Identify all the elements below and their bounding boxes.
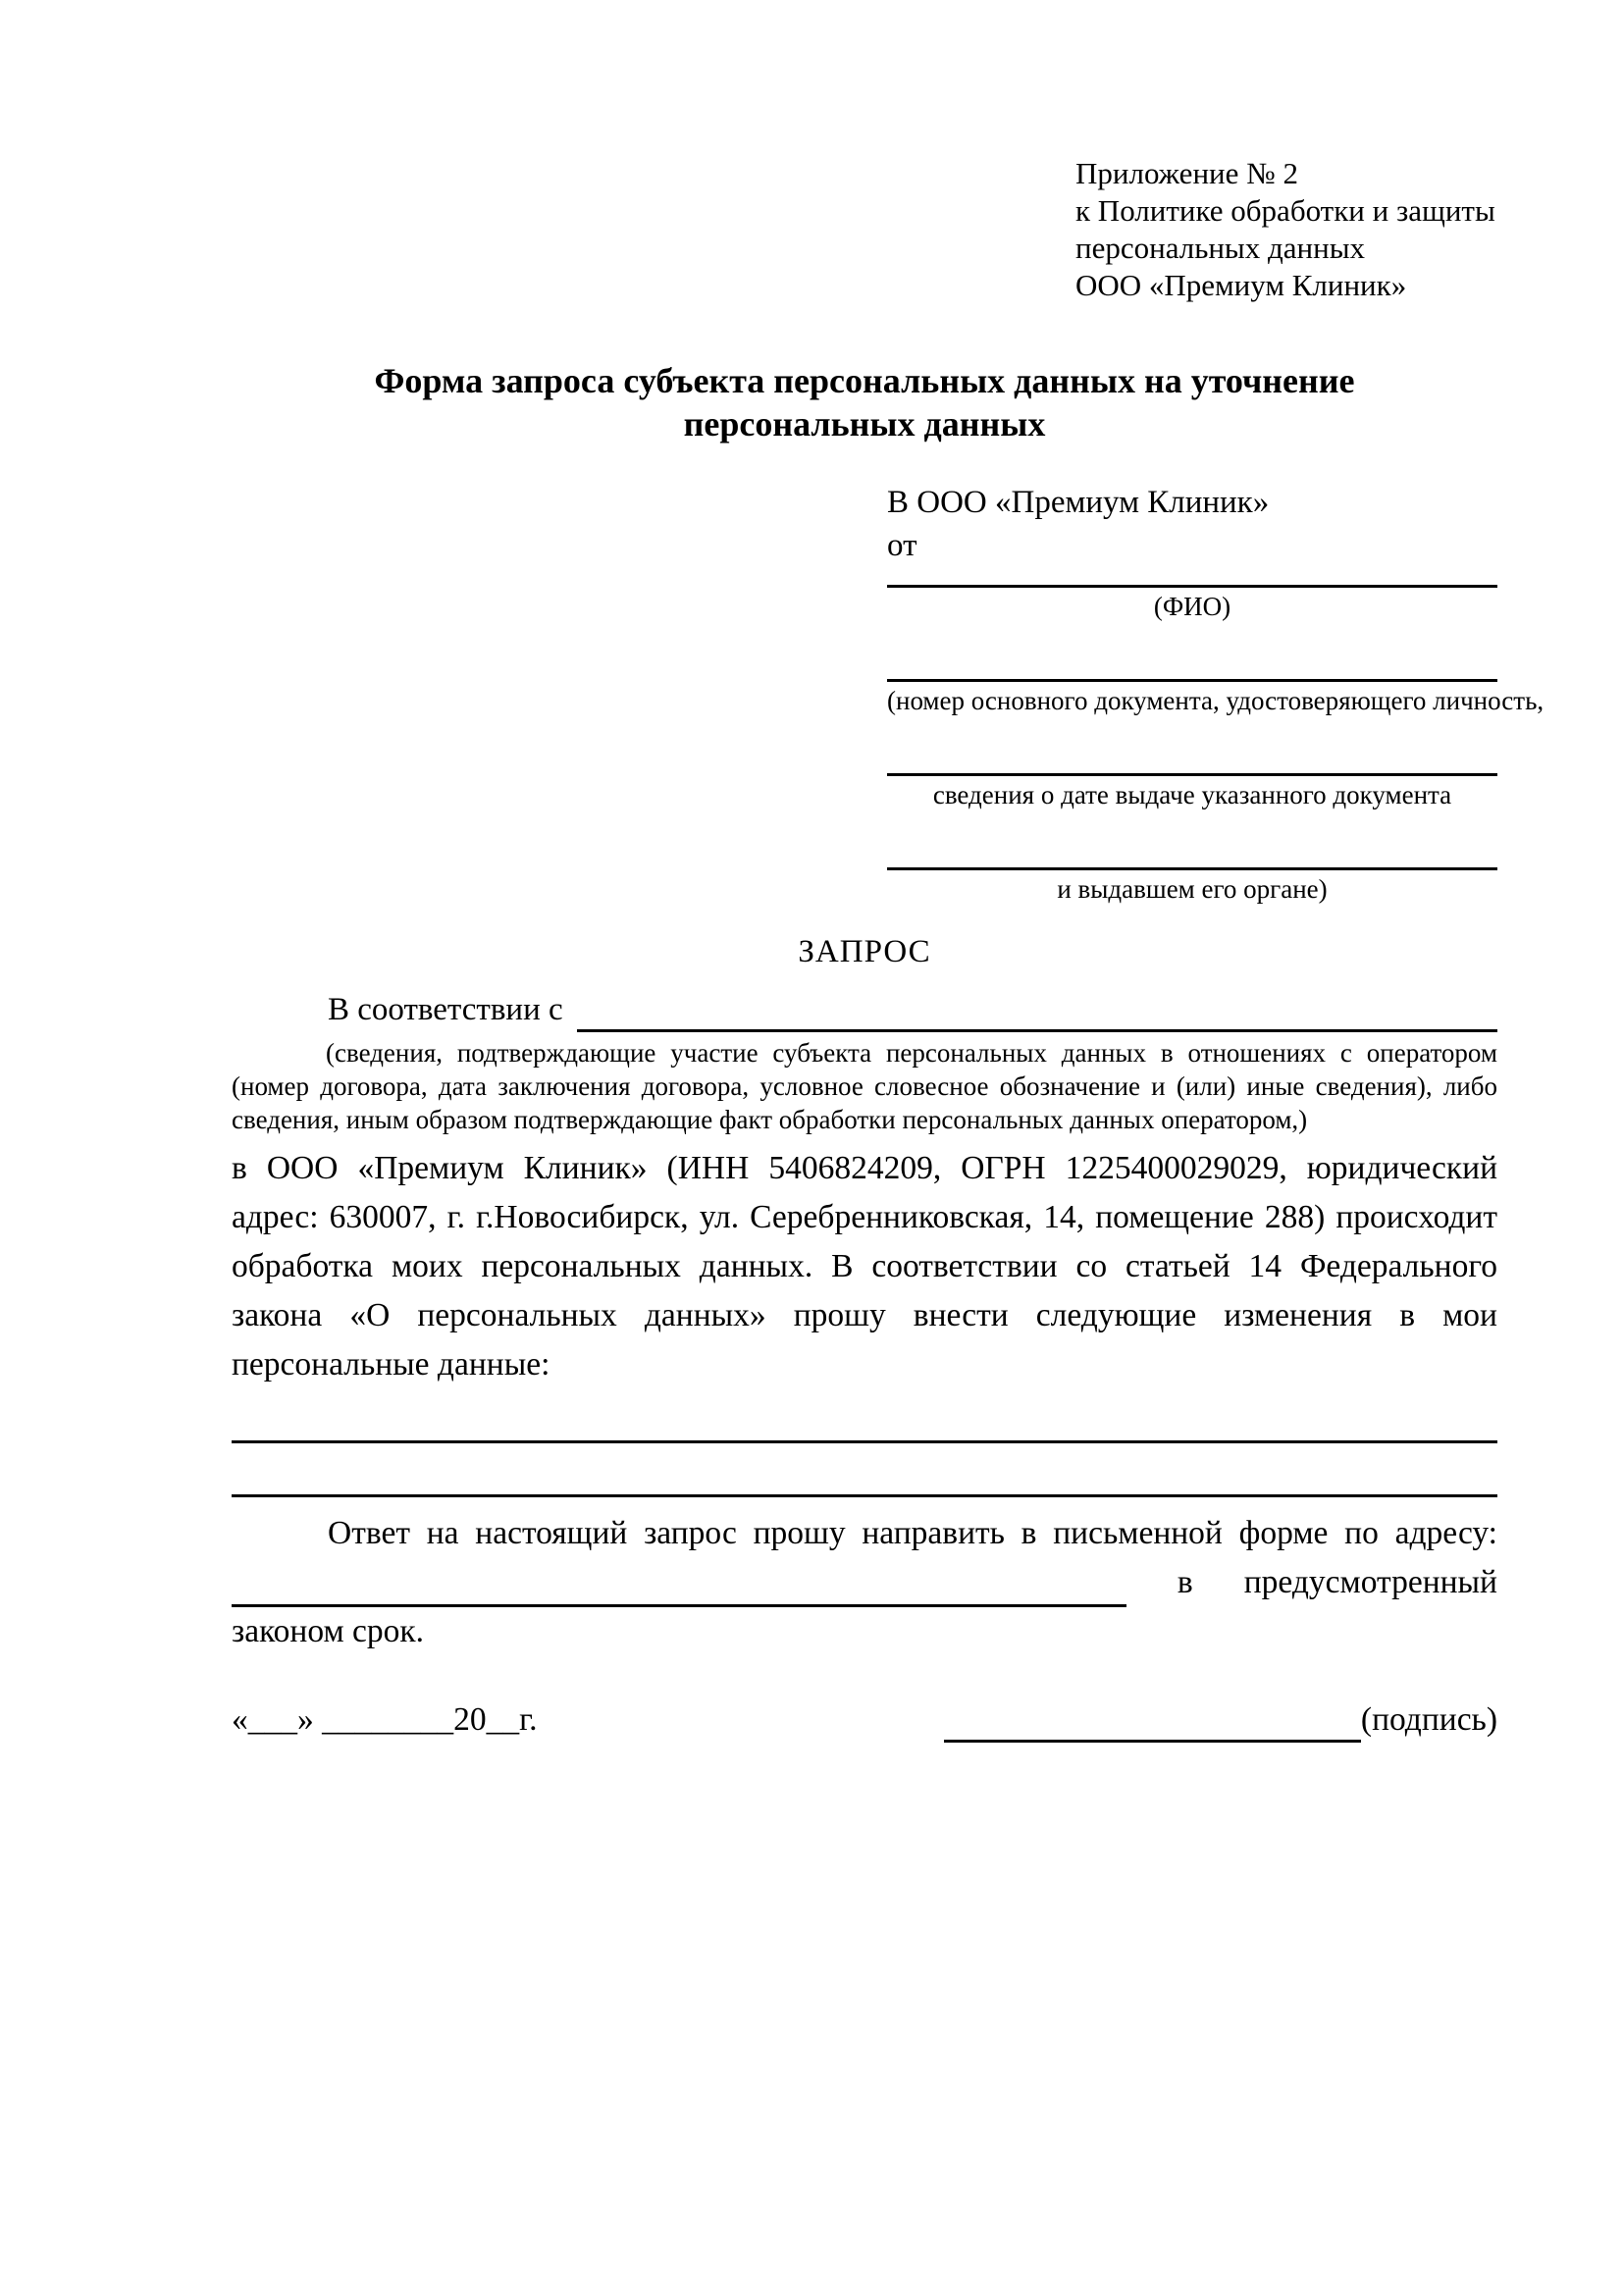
appendix-block bbox=[1075, 155, 1497, 304]
reply-address-row bbox=[232, 1558, 1497, 1607]
page-content bbox=[232, 155, 1544, 1743]
appendix-line-1: Приложение № 2 bbox=[1075, 156, 1298, 190]
reply-closing: законом срок. bbox=[232, 1613, 425, 1649]
signature-blank-line bbox=[944, 1702, 1361, 1743]
address-blank-line bbox=[232, 1565, 1126, 1607]
intro-text: В соответствии с bbox=[328, 992, 563, 1027]
addressee-company: В ООО «Премиум Клиник» bbox=[887, 485, 1270, 520]
issuer-blank-line bbox=[887, 836, 1497, 870]
intro-note: (сведения, подтверждающие участие субъекта персональных данных в отношениях с оператором (номер договора, дата заключения договора, условное словесное обозначение и (или) иные сведения), либо сведения, иным образом подтверждающие факт обработки персональных данных оператором,) bbox=[232, 1038, 1497, 1134]
request-heading: ЗАПРОС bbox=[798, 934, 931, 969]
changes-blank-line-2 bbox=[232, 1443, 1497, 1497]
doc-number-blank-line bbox=[887, 648, 1497, 682]
reply-word-term: предусмотренный bbox=[1243, 1564, 1497, 1600]
intro-row bbox=[232, 987, 1497, 1032]
fio-label: (ФИО) bbox=[1153, 592, 1231, 621]
reply-word-v: в bbox=[1177, 1564, 1193, 1600]
footer-row bbox=[232, 1697, 1497, 1743]
date-field: «___» ________20__г. bbox=[232, 1701, 538, 1738]
issue-date-blank-line bbox=[887, 742, 1497, 776]
signature-wrap bbox=[944, 1697, 1497, 1743]
appendix-line-4: ООО «Премиум Клиник» bbox=[1075, 268, 1407, 302]
appendix-line-2: к Политике обработки и защиты bbox=[1075, 193, 1495, 228]
intro-blank-line bbox=[577, 992, 1497, 1032]
signature-label: (подпись) bbox=[1360, 1701, 1497, 1738]
form-title-line-2: персональных данных bbox=[683, 404, 1046, 444]
reply-paragraph: Ответ на настоящий запрос прошу направить в письменной форме по адресу: bbox=[328, 1515, 1497, 1551]
addressee-from: от bbox=[887, 528, 917, 563]
form-title bbox=[232, 359, 1497, 445]
addressee-block bbox=[887, 481, 1544, 905]
form-title-line-1: Форма запроса субъекта персональных данных на уточнение bbox=[374, 361, 1355, 400]
appendix-line-3: персональных данных bbox=[1075, 231, 1366, 265]
issuer-label: и выдавшем его органе) bbox=[1057, 874, 1328, 904]
body-paragraph: в ООО «Премиум Клиник» (ИНН 5406824209, ОГРН 1225400029029, юридический адрес: 630007, г. г.Новосибирск, ул. Серебренниковская, 14, помещение 288) происходит обработка моих персональных данных. В соответствии со статьей 14 Федерального закона «О персональных данных» прошу внести следующие изменения в мои персональные данные: bbox=[232, 1150, 1497, 1383]
doc-number-label: (номер основного документа, удостоверяющего личность, bbox=[887, 686, 1544, 715]
fio-blank-line bbox=[887, 567, 1497, 588]
changes-blank-line-1 bbox=[232, 1389, 1497, 1443]
issue-date-label: сведения о дате выдаче указанного документа bbox=[932, 780, 1452, 809]
